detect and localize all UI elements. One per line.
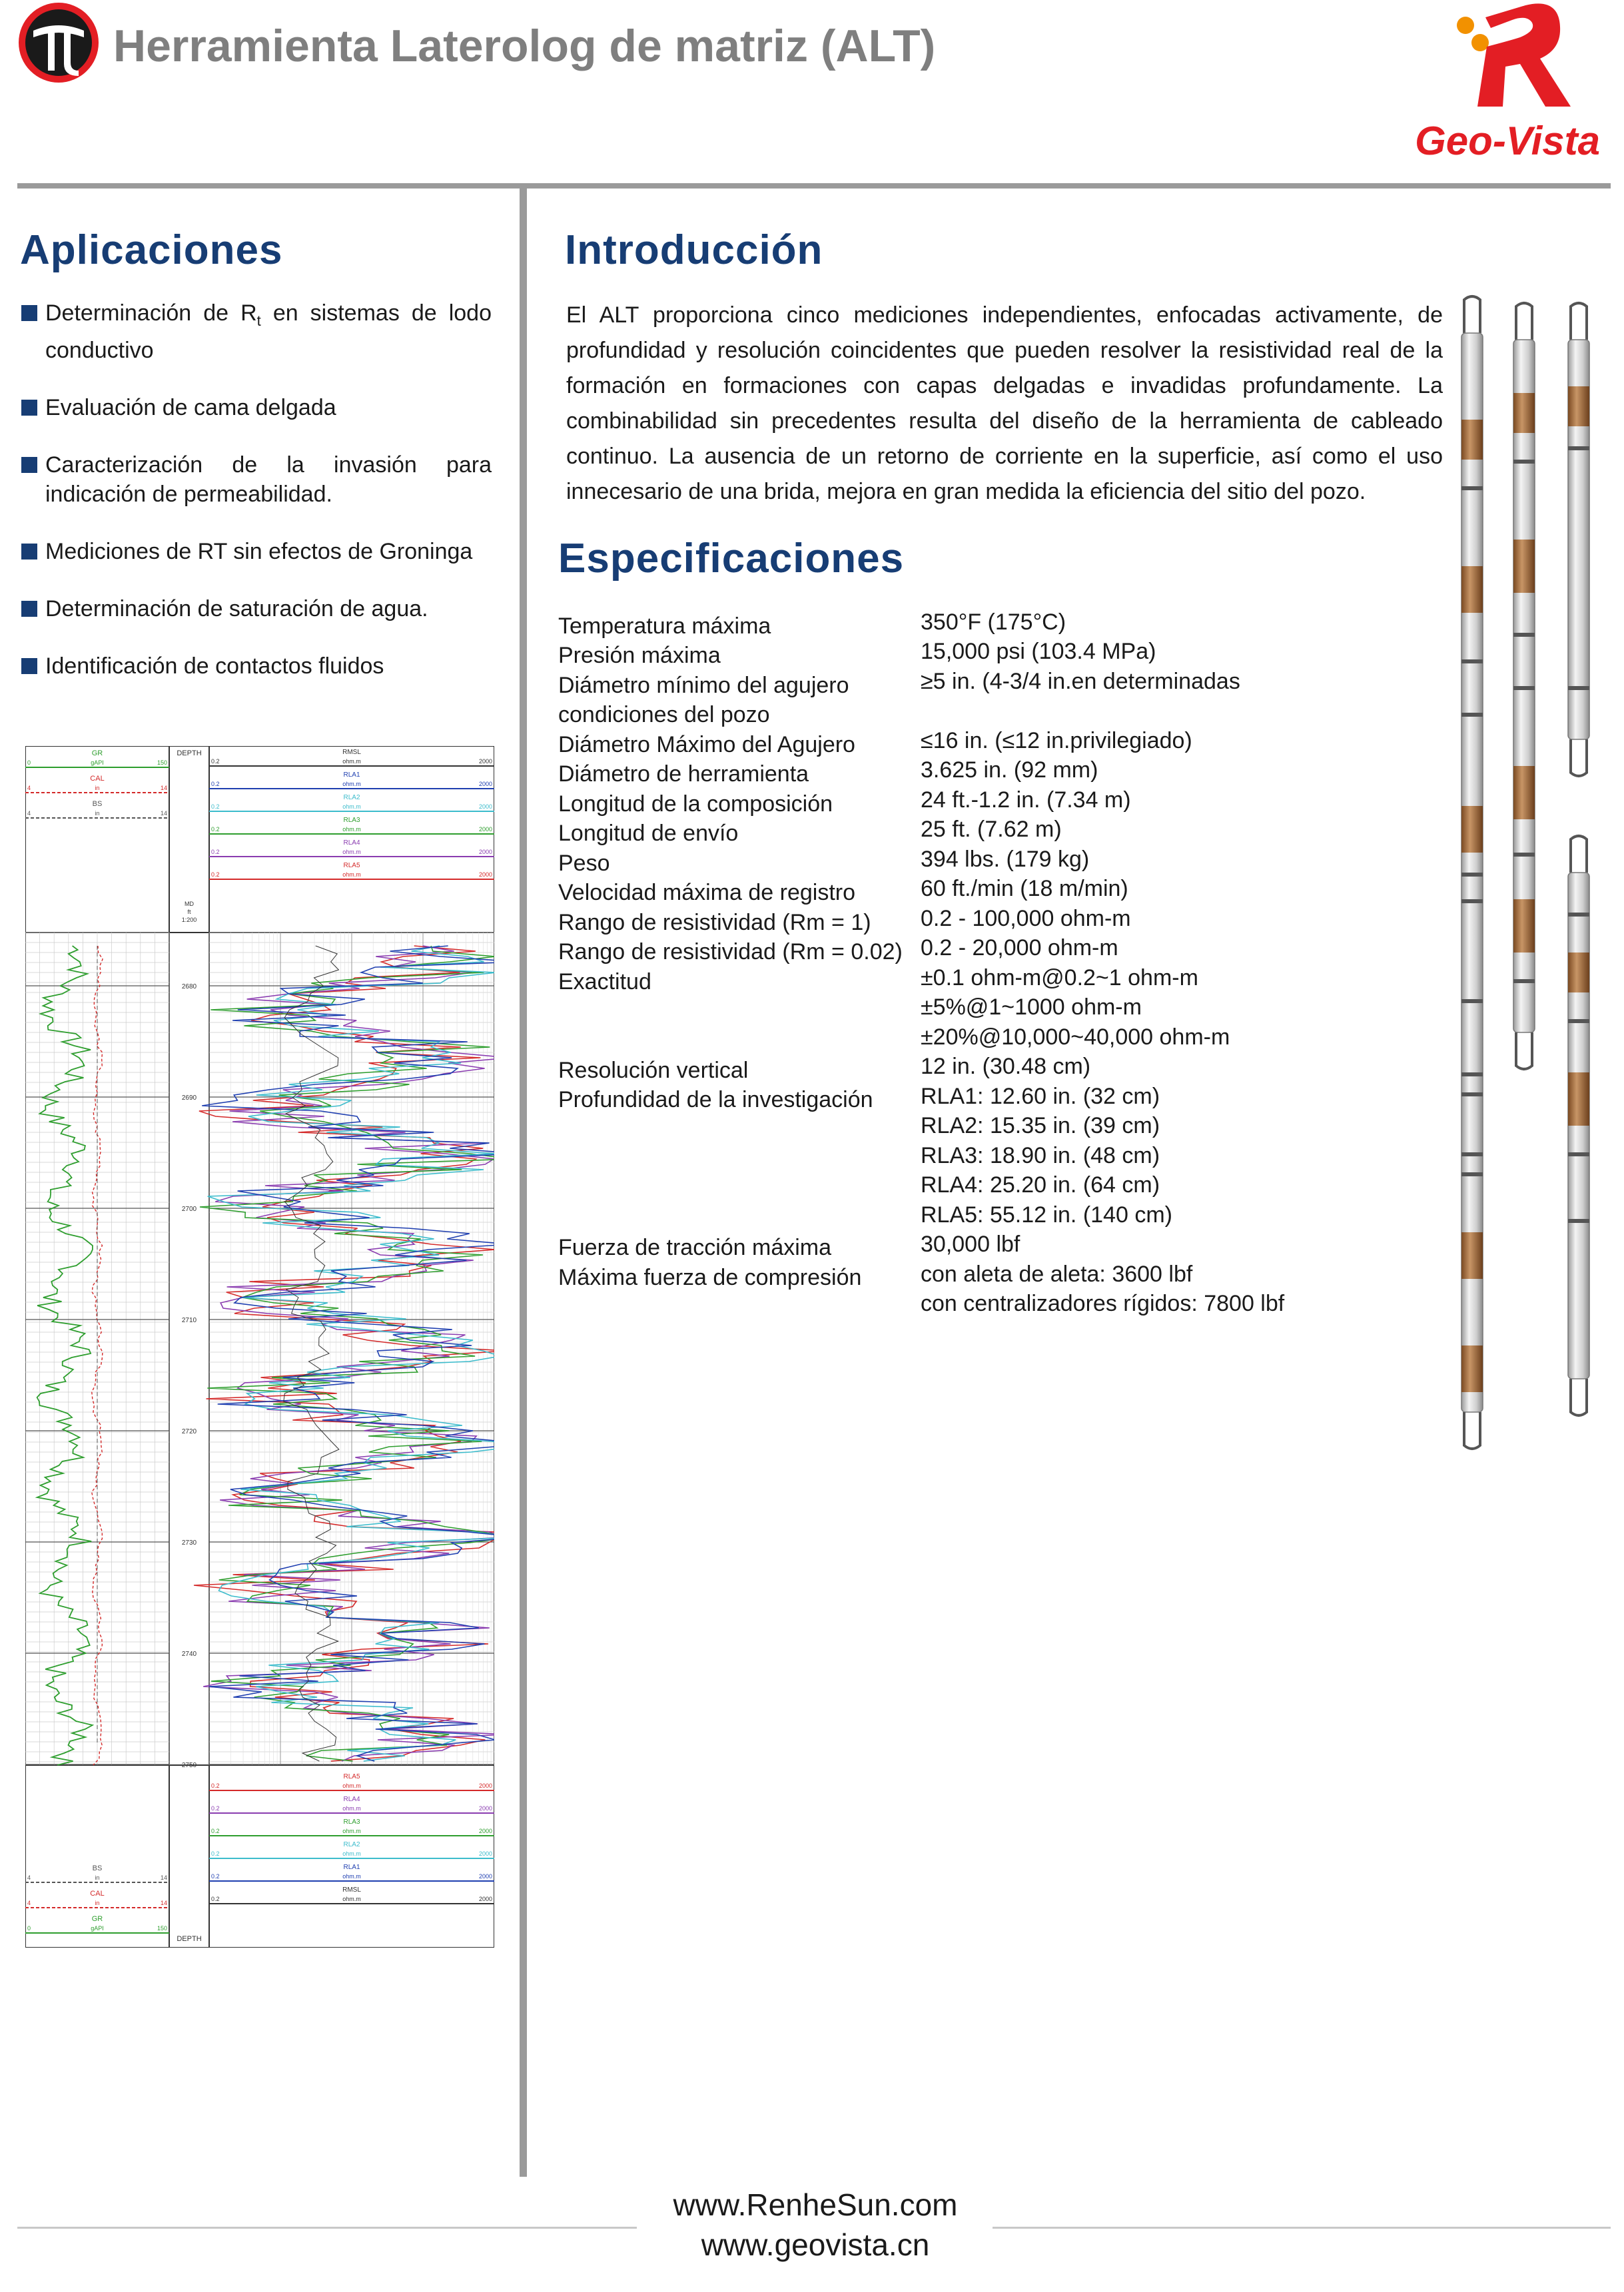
- curve-unit-label: ohm.m: [342, 871, 361, 878]
- curve-min-label: 4: [27, 1874, 31, 1881]
- spec-value: 15,000 psi (103.4 MPa): [921, 639, 1156, 664]
- curve-name-label: RLA1: [343, 1864, 360, 1871]
- spec-value: RLA4: 25.20 in. (64 cm): [921, 1172, 1160, 1198]
- curve-unit-label: ohm.m: [342, 781, 361, 787]
- spec-label: Longitud de la composición: [558, 791, 833, 817]
- application-text: en sistemas de lodo conductivo: [45, 300, 492, 363]
- spec-value: ±5%@1~1000 ohm-m: [921, 994, 1142, 1020]
- curve-min-label: 0.2: [211, 1805, 220, 1812]
- depth-tick-label: 2740: [181, 1651, 197, 1658]
- curve-max-label: 14: [160, 1874, 167, 1881]
- spec-label: Fuerza de tracción máxima: [558, 1235, 832, 1260]
- curve-max-label: 2000: [478, 1828, 492, 1834]
- spec-label: Velocidad máxima de registro: [558, 880, 856, 905]
- spec-value: RLA3: 18.90 in. (48 cm): [921, 1143, 1160, 1168]
- curve-unit-label: ohm.m: [342, 1782, 361, 1789]
- spec-label: Profundidad de la investigación: [558, 1087, 873, 1112]
- curve-name-label: RLA4: [343, 839, 360, 847]
- curve-min-label: 0.2: [211, 781, 220, 787]
- curve-min-label: 0.2: [211, 803, 220, 810]
- curve-unit-label: gAPI: [91, 1925, 104, 1932]
- spec-label: Resolución vertical: [558, 1058, 749, 1083]
- curve-min-label: 4: [27, 785, 31, 791]
- square-bullet-icon: [21, 601, 37, 617]
- curve-max-label: 2000: [478, 803, 492, 810]
- spec-value: 12 in. (30.48 cm): [921, 1054, 1091, 1079]
- spec-label: Diámetro mínimo del agujero: [558, 673, 849, 698]
- spec-value: 350°F (175°C): [921, 609, 1066, 635]
- square-bullet-icon: [21, 658, 37, 674]
- applications-heading: Aplicaciones: [20, 227, 283, 273]
- application-item: [21, 298, 492, 365]
- curve-max-label: 2000: [478, 1873, 492, 1880]
- spec-label: Temperatura máxima: [558, 613, 771, 639]
- curve-min-label: 4: [27, 810, 31, 817]
- geovista-logo: [1346, 0, 1612, 167]
- tool-string-short: [1568, 303, 1589, 776]
- spec-label: Exactitud: [558, 969, 651, 994]
- depth-tick-label: 2700: [181, 1206, 197, 1213]
- depth-header: DEPTH: [177, 1935, 202, 1943]
- curve-max-label: 2000: [478, 1805, 492, 1812]
- spec-value: 3.625 in. (92 mm): [921, 757, 1098, 783]
- spec-label: Rango de resistividad (Rm = 0.02): [558, 939, 903, 964]
- depth-scale-label: ft: [187, 909, 191, 915]
- curve-max-label: 14: [160, 785, 167, 791]
- curve-min-label: 0: [27, 1925, 31, 1932]
- application-text: Mediciones de RT sin efectos de Groninga: [45, 538, 473, 564]
- curve-name-label: RLA2: [343, 794, 360, 801]
- spec-value: RLA5: 55.12 in. (140 cm): [921, 1202, 1172, 1228]
- curve-min-label: 0.2: [211, 1828, 220, 1834]
- curve-max-label: 150: [157, 759, 167, 766]
- depth-tick-label: 2680: [181, 983, 197, 990]
- curve-name-label: BS: [92, 800, 103, 808]
- depth-tick-label: 2710: [181, 1317, 197, 1324]
- curve-max-label: 2000: [478, 1782, 492, 1789]
- spec-value: RLA1: 12.60 in. (32 cm): [921, 1084, 1160, 1109]
- curve-min-label: 0.2: [211, 871, 220, 878]
- curve-min-label: 0.2: [211, 1782, 220, 1789]
- spec-value: 394 lbs. (179 kg): [921, 847, 1090, 872]
- spec-label: Longitud de envío: [558, 821, 739, 846]
- spec-value: 24 ft.-1.2 in. (7.34 m): [921, 787, 1131, 813]
- chart-frame: [25, 746, 494, 1948]
- curve-name-label: RMSL: [342, 1886, 361, 1894]
- curve-unit-label: gAPI: [91, 759, 104, 766]
- tool-string-medium: [1513, 303, 1535, 1069]
- depth-scale-label: 1:200: [181, 917, 197, 923]
- alt-tool-illustration: [1452, 286, 1619, 1699]
- curve-unit-label: ohm.m: [342, 1805, 361, 1812]
- curve-max-label: 14: [160, 810, 167, 817]
- curve-unit-label: ohm.m: [342, 849, 361, 855]
- header-divider: [17, 183, 1611, 189]
- depth-scale-label: MD: [185, 901, 194, 907]
- curve-unit-label: ohm.m: [342, 758, 361, 765]
- curve-max-label: 2000: [478, 826, 492, 833]
- curve-unit-label: ohm.m: [342, 1850, 361, 1857]
- spec-label: Presión máxima: [558, 643, 721, 668]
- footer-website-link[interactable]: www.RenheSun.com: [673, 2187, 958, 2222]
- curve-min-label: 0.2: [211, 1873, 220, 1880]
- spec-value: 30,000 lbf: [921, 1232, 1020, 1257]
- application-text: Identificación de contactos fluidos: [45, 653, 384, 679]
- spec-label: Peso: [558, 851, 610, 876]
- curve-name-label: GR: [91, 1915, 103, 1923]
- spec-value: 0.2 - 20,000 ohm-m: [921, 935, 1118, 960]
- square-bullet-icon: [21, 544, 37, 560]
- application-item: [21, 537, 492, 566]
- curve-name-label: RLA1: [343, 771, 360, 779]
- spec-value: RLA2: 15.35 in. (39 cm): [921, 1113, 1160, 1138]
- application-text: Determinación de R: [45, 300, 257, 326]
- spec-label: Diámetro de herramienta: [558, 761, 809, 787]
- curve-unit-label: in: [95, 810, 100, 817]
- curve-name-label: GR: [91, 749, 103, 757]
- spec-value: ≤16 in. (≤12 in.privilegiado): [921, 728, 1192, 753]
- spec-label: Rango de resistividad (Rm = 1): [558, 910, 871, 935]
- spec-value: ±20%@10,000~40,000 ohm-m: [921, 1024, 1230, 1050]
- curve-name-label: BS: [92, 1864, 103, 1872]
- depth-tick-label: 2720: [181, 1428, 197, 1435]
- introduction-heading: Introducción: [565, 227, 823, 273]
- square-bullet-icon: [21, 457, 37, 473]
- curve-name-label: RLA5: [343, 862, 360, 869]
- depth-header: DEPTH: [177, 749, 202, 757]
- spec-label: Diámetro Máximo del Agujero: [558, 732, 855, 757]
- curve-name-label: RLA2: [343, 1841, 360, 1848]
- spec-value: con aleta de aleta: 3600 lbf: [921, 1262, 1193, 1287]
- applications-list: [21, 298, 492, 709]
- curve-min-label: 0.2: [211, 758, 220, 765]
- curve-unit-label: ohm.m: [342, 1873, 361, 1880]
- curve-unit-label: ohm.m: [342, 1828, 361, 1834]
- geovista-wordmark: Geo-Vista: [1415, 119, 1600, 163]
- depth-tick-label: 2730: [181, 1539, 197, 1547]
- curve-name-label: CAL: [90, 775, 105, 783]
- spec-value: 0.2 - 100,000 ohm-m: [921, 906, 1131, 931]
- curve-min-label: 0.2: [211, 1896, 220, 1902]
- curve-unit-label: ohm.m: [342, 803, 361, 810]
- curve-name-label: RLA3: [343, 1818, 360, 1826]
- application-item: [21, 651, 492, 681]
- curve-max-label: 150: [157, 1925, 167, 1932]
- curve-max-label: 2000: [478, 849, 492, 855]
- spec-value: 25 ft. (7.62 m): [921, 817, 1062, 842]
- application-subscript: t: [256, 312, 261, 329]
- curve-min-label: 0.2: [211, 826, 220, 833]
- curve-max-label: 2000: [478, 781, 492, 787]
- square-bullet-icon: [21, 305, 37, 321]
- square-bullet-icon: [21, 400, 37, 416]
- curve-unit-label: ohm.m: [342, 826, 361, 833]
- spec-value: con centralizadores rígidos: 7800 lbf: [921, 1291, 1285, 1316]
- curve-unit-label: in: [95, 1900, 100, 1906]
- application-text: Evaluación de cama delgada: [45, 394, 336, 420]
- application-text: Caracterización de la invasión para indicación de permeabilidad.: [45, 452, 492, 507]
- curve-min-label: 0: [27, 759, 31, 766]
- curve-max-label: 2000: [478, 1850, 492, 1857]
- specifications-heading: Especificaciones: [558, 536, 905, 581]
- spec-label: condiciones del pozo: [558, 702, 770, 727]
- curve-max-label: 2000: [478, 1896, 492, 1902]
- curve-name-label: RLA3: [343, 817, 360, 824]
- footer-divider-left: [17, 2227, 637, 2229]
- column-divider: [520, 189, 527, 2177]
- spec-value: ±0.1 ohm-m@0.2~1 ohm-m: [921, 965, 1198, 990]
- footer-website-link[interactable]: www.geovista.cn: [701, 2227, 930, 2262]
- renhesun-logo: [17, 1, 100, 84]
- application-item: [21, 450, 492, 509]
- curve-unit-label: ohm.m: [342, 1896, 361, 1902]
- curve-unit-label: in: [95, 1874, 100, 1881]
- curve-unit-label: in: [95, 785, 100, 791]
- curve-min-label: 0.2: [211, 1850, 220, 1857]
- depth-tick-label: 2690: [181, 1094, 197, 1102]
- application-item: [21, 594, 492, 623]
- application-item: [21, 393, 492, 422]
- document-title: Herramienta Laterolog de matriz (ALT): [113, 21, 936, 71]
- curve-name-label: RMSL: [342, 749, 361, 756]
- curve-name-label: CAL: [90, 1890, 105, 1898]
- curve-name-label: RLA4: [343, 1796, 360, 1803]
- curve-max-label: 2000: [478, 758, 492, 765]
- spec-label: Máxima fuerza de compresión: [558, 1265, 862, 1290]
- resistivity-log-chart: [25, 746, 494, 1948]
- curve-min-label: 4: [27, 1900, 31, 1906]
- depth-tick-label: 2750: [181, 1762, 197, 1769]
- application-text: Determinación de saturación de agua.: [45, 595, 428, 621]
- curve-name-label: RLA5: [343, 1773, 360, 1780]
- curve-max-label: 2000: [478, 871, 492, 878]
- tool-string-long: [1461, 296, 1483, 1449]
- curve-min-label: 0.2: [211, 849, 220, 855]
- curve-max-label: 14: [160, 1900, 167, 1906]
- tool-string-sub: [1568, 836, 1589, 1415]
- spec-value: ≥5 in. (4-3/4 in.en determinadas: [921, 669, 1240, 694]
- introduction-text: El ALT proporciona cinco mediciones independientes, enfocadas activamente, de profundidad y resolución coincidentes que pueden resolver la resistividad real de la formación en formaciones con capas delgadas e invadidas profundamente. La combinabilidad sin precedentes resulta del diseño de la herramienta de cableado continuo. La ausencia de un retorno de corriente en la superficie, así como el uso innecesario de una brida, mejora en gran medida la eficiencia del sitio del pozo.: [566, 302, 1443, 504]
- spec-value: 60 ft./min (18 m/min): [921, 876, 1128, 901]
- footer-divider-right: [993, 2227, 1611, 2229]
